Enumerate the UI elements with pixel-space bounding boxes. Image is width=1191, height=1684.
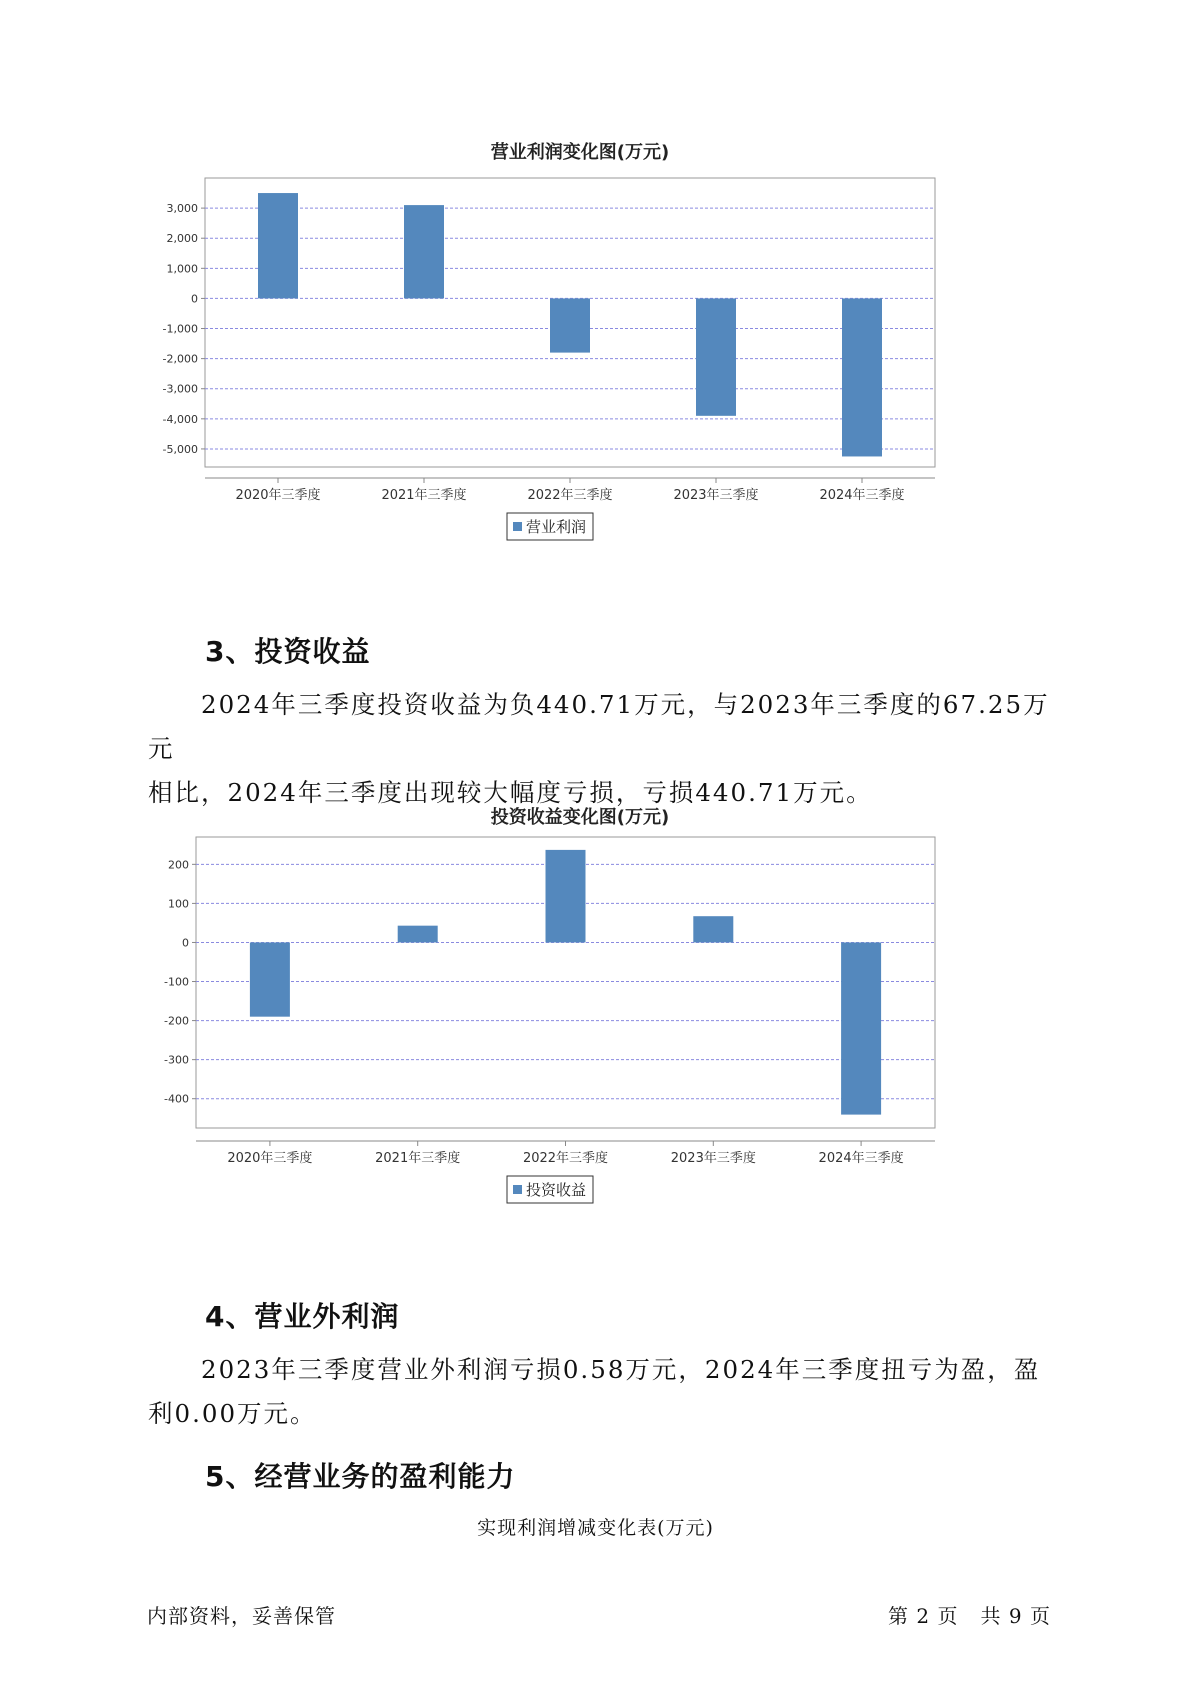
x-tick-label: 2022年三季度 (527, 488, 613, 503)
x-tick-label: 2024年三季度 (819, 488, 905, 503)
non-operating-paragraph (148, 1348, 1068, 1436)
bar (398, 926, 438, 943)
chart-title: 营业利润变化图(万元) (490, 142, 670, 163)
footer-left: 内部资料，妥善保管 (147, 1604, 336, 1628)
x-tick-label: 2021年三季度 (375, 1151, 461, 1166)
legend-swatch (513, 522, 522, 531)
operating-profit-chart-svg (150, 140, 1040, 595)
legend-label: 营业利润 (526, 518, 587, 536)
bar (841, 942, 881, 1114)
bar (693, 916, 733, 942)
investment-heading: 3、投资收益 (205, 635, 371, 668)
y-tick-label: -4,000 (162, 412, 198, 426)
y-tick-label: 200 (168, 858, 189, 872)
bar (696, 298, 736, 415)
y-tick-label: 3,000 (166, 202, 198, 216)
x-tick-label: 2020年三季度 (235, 488, 321, 503)
y-tick-label: -400 (164, 1092, 189, 1106)
investment-income-chart-svg (150, 805, 1040, 1260)
y-tick-label: 1,000 (166, 262, 198, 276)
investment-line-2: 相比，2024年三季度出现较大幅度亏损，亏损440.71万元。 (148, 778, 873, 807)
non-operating-line-1: 2023年三季度营业外利润亏损0.58万元，2024年三季度扭亏为盈，盈 (201, 1355, 1041, 1384)
footer-page-number: 第 2 页 共 9 页 (888, 1604, 1051, 1628)
y-tick-label: 100 (168, 897, 189, 911)
y-tick-label: 0 (191, 292, 198, 306)
investment-income-chart (150, 805, 1040, 1260)
bar (546, 850, 586, 943)
operating-profit-chart (150, 140, 1040, 595)
non-operating-line-2: 利0.00万元。 (148, 1399, 317, 1428)
investment-paragraph (148, 683, 1068, 815)
x-tick-label: 2022年三季度 (522, 1151, 609, 1166)
non-operating-heading: 4、营业外利润 (205, 1300, 400, 1333)
chart-title: 投资收益变化图(万元) (490, 807, 670, 828)
x-tick-label: 2023年三季度 (673, 488, 759, 503)
legend-label: 投资收益 (526, 1181, 587, 1199)
x-tick-label: 2021年三季度 (381, 488, 467, 503)
y-tick-label: -300 (164, 1053, 189, 1067)
y-tick-label: -2,000 (162, 352, 198, 366)
legend-swatch (513, 1185, 522, 1194)
y-tick-label: -100 (164, 975, 189, 989)
y-tick-label: 2,000 (166, 232, 198, 246)
x-tick-label: 2024年三季度 (818, 1151, 904, 1166)
bar (550, 298, 590, 352)
investment-line-1: 2024年三季度投资收益为负440.71万元，与2023年三季度的67.25万元 (148, 690, 1050, 763)
core-business-heading: 5、经营业务的盈利能力 (205, 1460, 516, 1493)
y-tick-label: -200 (164, 1014, 189, 1028)
bar (842, 298, 882, 456)
x-tick-label: 2020年三季度 (227, 1151, 313, 1166)
y-tick-label: -5,000 (162, 442, 198, 456)
y-tick-label: -1,000 (162, 322, 198, 336)
y-tick-label: -3,000 (162, 382, 198, 396)
y-tick-label: 0 (182, 936, 189, 950)
table-caption: 实现利润增减变化表(万元) (477, 1517, 714, 1539)
bar (258, 193, 298, 298)
x-tick-label: 2023年三季度 (670, 1151, 756, 1166)
bar (404, 205, 444, 298)
bar (250, 942, 290, 1016)
